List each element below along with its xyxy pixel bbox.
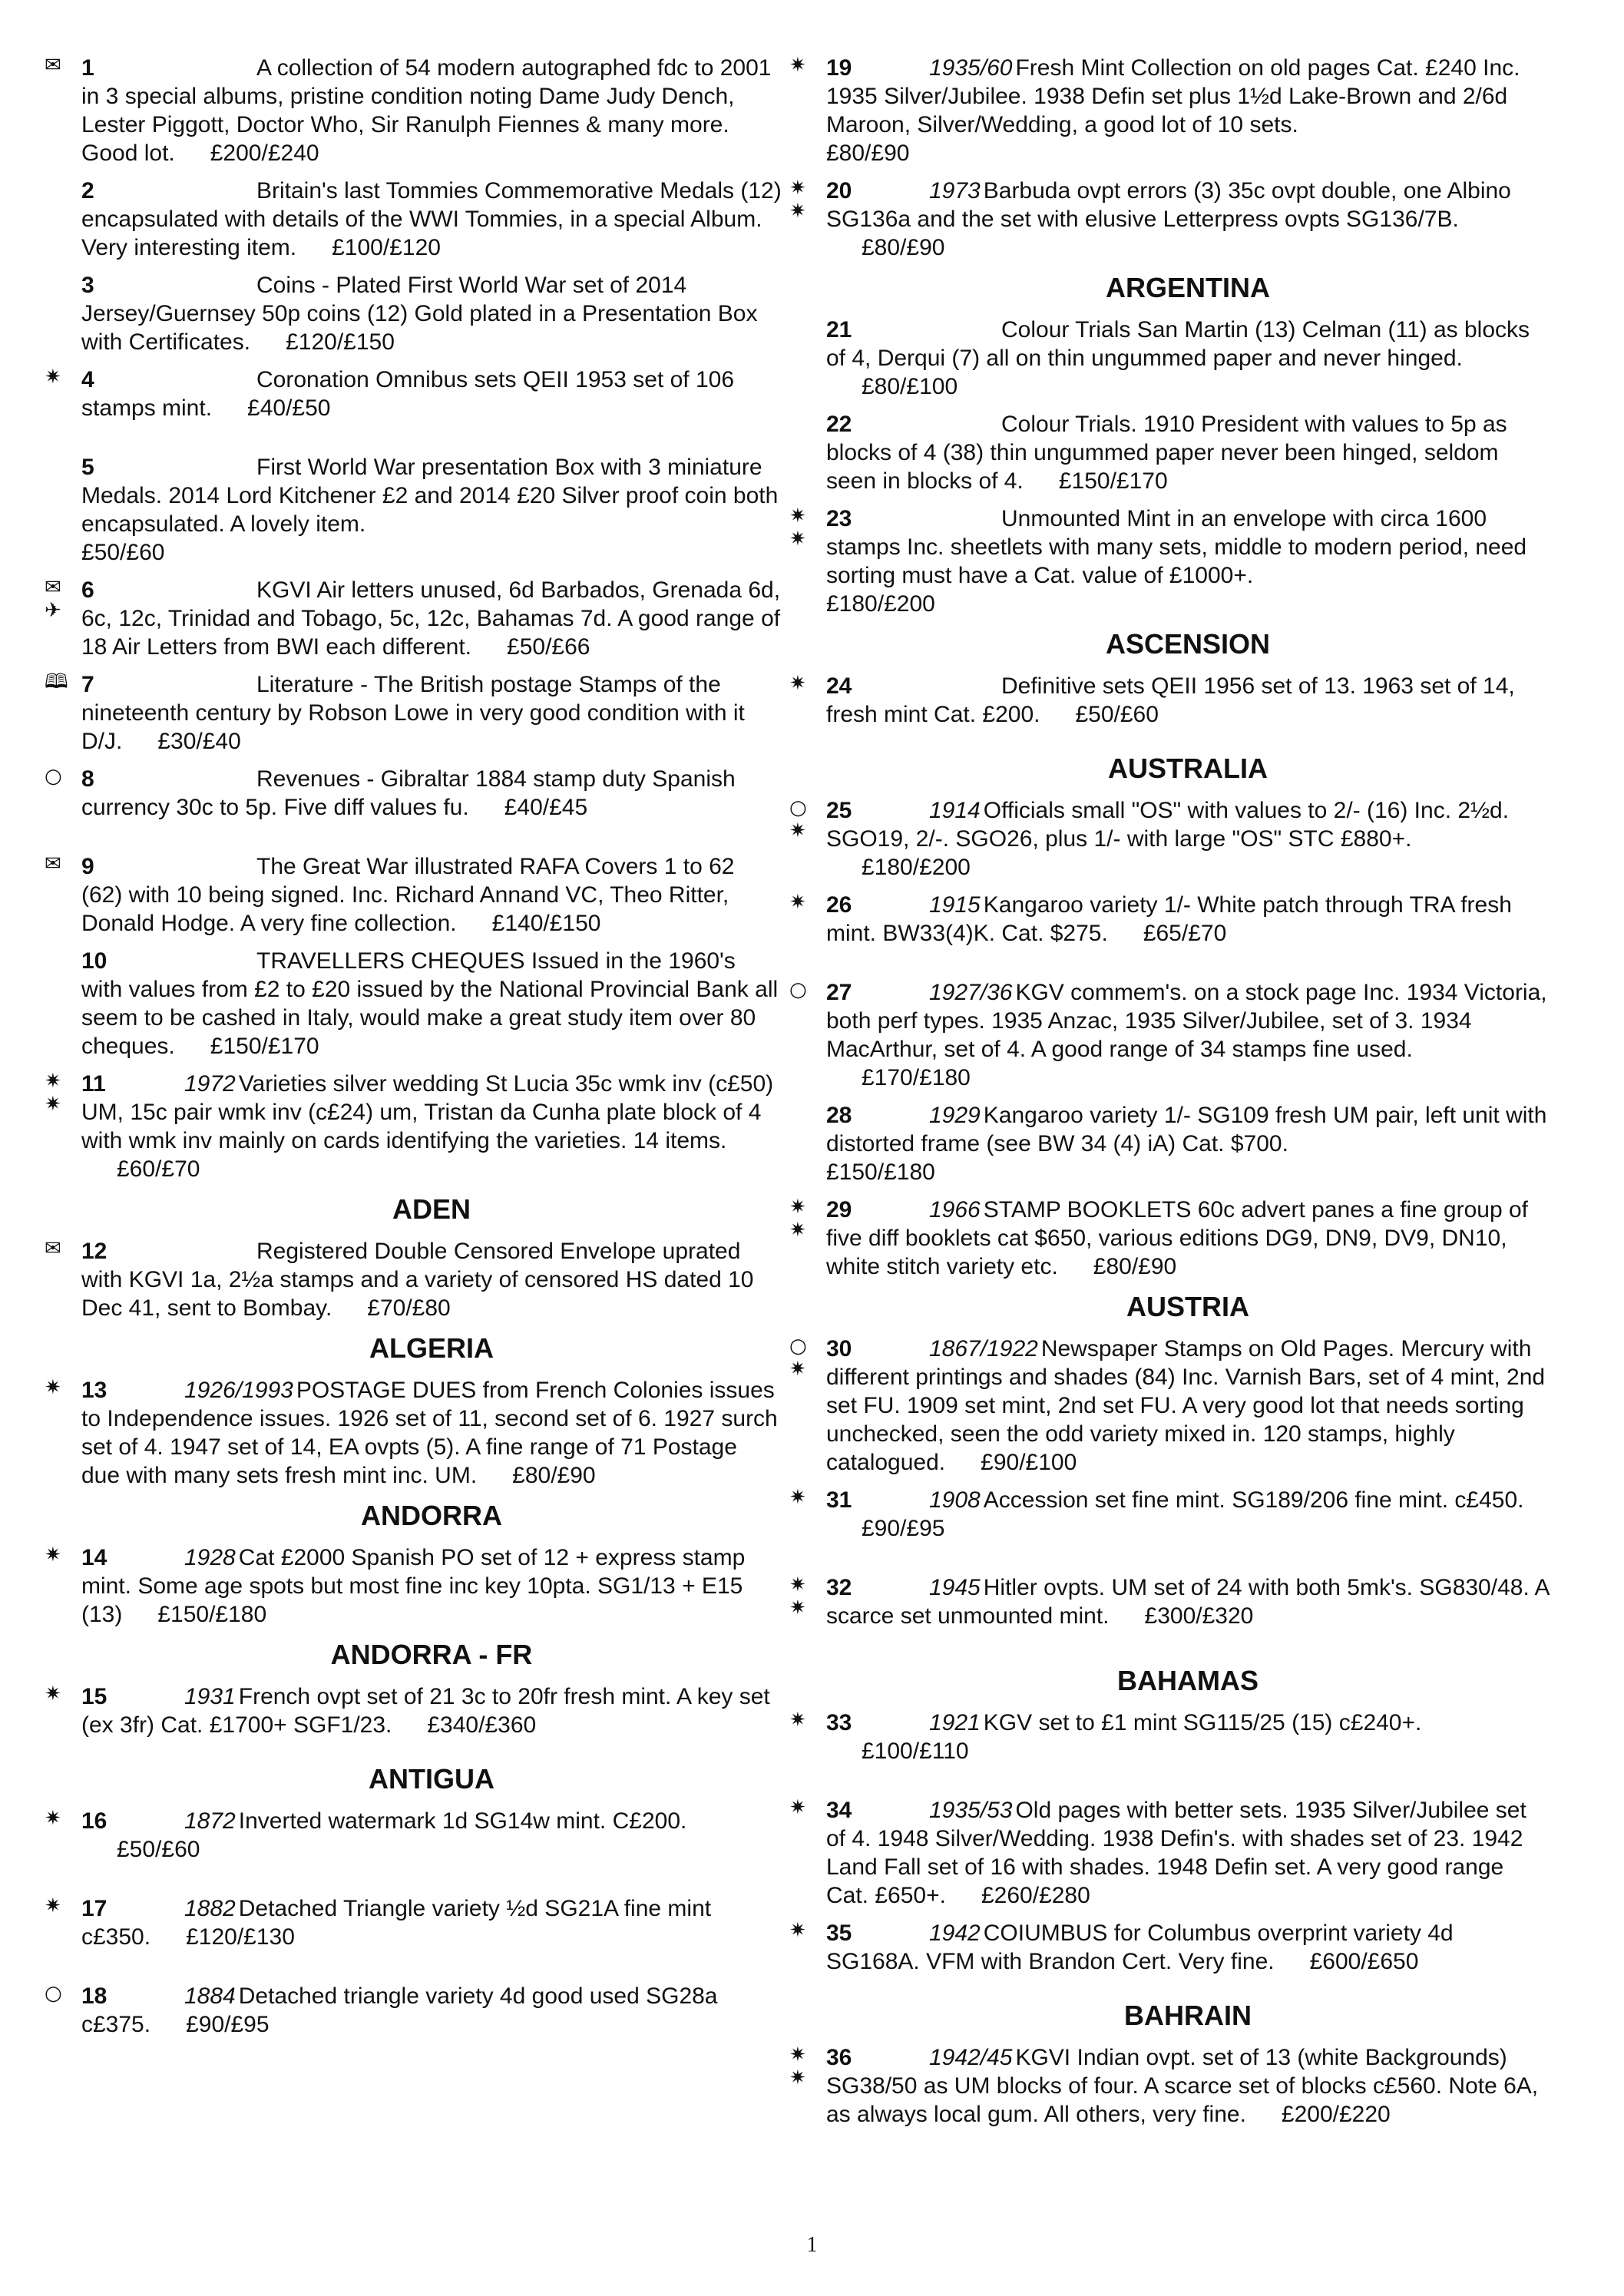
- lot-description: KGV set to £1 mint SG115/25 (15) c£240+.: [983, 1710, 1422, 1735]
- lot-estimate: £70/£80: [367, 1295, 451, 1321]
- mint-icon: ✷: [789, 1573, 806, 1596]
- lot-estimate: £100/£120: [332, 235, 441, 260]
- mint-icon: ✷: [789, 1358, 806, 1381]
- lot-estimate: £40/£45: [504, 795, 588, 820]
- mint-icon: ✷: [789, 1709, 806, 1732]
- spacer: [789, 957, 1550, 978]
- lot-number: 17: [81, 1896, 107, 1921]
- used-icon: ○: [789, 978, 807, 1001]
- lot-estimate: £150/£170: [210, 1034, 319, 1059]
- left-column: [45, 54, 782, 2048]
- lot-icons: [789, 1573, 820, 1619]
- lot-entry: [45, 453, 782, 567]
- mint-icon: ✷: [789, 1596, 806, 1619]
- lot-description: Cat £2000 Spanish PO set of 12 + express stamp mint. Some age spots but most fine inc key 10pta. SG1/13 + E15 (13): [81, 1545, 746, 1627]
- lot-year: 1867/1922: [929, 1336, 1038, 1361]
- lot-description: Registered Double Censored Envelope uprated with KGVI 1a, 2½a stamps and a variety of censored HS dated 10 Dec 41, sent to Bombay.: [81, 1239, 754, 1321]
- country-heading: AUSTRALIA: [1108, 753, 1268, 784]
- lot-number: 28: [826, 1103, 852, 1128]
- lot-estimate: £50/£60: [1075, 702, 1159, 727]
- country-heading: ASCENSION: [1105, 628, 1271, 660]
- lot-number: 34: [826, 1798, 852, 1823]
- lot-number: 21: [826, 317, 852, 342]
- lot-estimate: £180/£200: [862, 855, 971, 880]
- spacer: [789, 1985, 1550, 1996]
- lot-entry: [45, 1894, 782, 1951]
- lot-number: 26: [826, 892, 852, 918]
- lot-icons: [45, 1070, 75, 1116]
- lot-description: Old pages with better sets. 1935 Silver/Jubilee set of 4. 1948 Silver/Wedding. 1938 Defin's. with shades set of 23. 1942 Land Fall set of 16 with shades. 1948 Defin set. A very good range Cat. £650+.: [826, 1798, 1526, 1908]
- lot-year: 1935/60: [929, 55, 1013, 81]
- used-icon: ○: [45, 765, 62, 788]
- lot-entry: [789, 177, 1550, 262]
- lot-estimate: £90/£95: [186, 2012, 270, 2037]
- lot-entry: [789, 1709, 1550, 1765]
- lot-icons: [789, 505, 820, 551]
- lot-icons: [789, 177, 820, 223]
- lot-description: Newspaper Stamps on Old Pages. Mercury with different printings and shades (84) Inc. Varnish Bars, set of 4 mint, 2nd set FU. 1909 set mint, 2nd set FU. A very good lot that needs sorting unchecked, seen the odd variety mixed in. 120 stamps, highly catalogued.: [826, 1336, 1546, 1475]
- spacer: [45, 1748, 782, 1759]
- lot-description: Accession set fine mint. SG189/206 fine mint. c£450.: [983, 1487, 1524, 1513]
- lot-year: 1942: [929, 1921, 981, 1946]
- lot-icons: [45, 1682, 75, 1705]
- lot-estimate: £150/£180: [826, 1160, 935, 1185]
- lot-description: KGVI Indian ovpt. set of 13 (white Backgrounds) SG38/50 as UM blocks of four. A scarce set of blocks c£560. Note 6A, as always local gum. All others, very fine.: [826, 2045, 1539, 2127]
- lot-estimate: £50/£60: [81, 540, 165, 565]
- lot-entry: [45, 576, 782, 661]
- lot-icons: [45, 670, 75, 693]
- lot-number: 4: [81, 367, 94, 392]
- lot-estimate: £80/£100: [862, 374, 958, 399]
- lot-year: 1966: [929, 1197, 981, 1222]
- lot-description: Detached Triangle variety ½d SG21A fine mint c£350.: [81, 1896, 712, 1950]
- lot-estimate: £80/£90: [512, 1463, 596, 1488]
- lot-number: 8: [81, 766, 94, 792]
- lot-estimate: £65/£70: [1143, 921, 1227, 946]
- lot-icons: [45, 1982, 75, 2005]
- lot-description: Varieties silver wedding St Lucia 35c wmk inv (c£50) UM, 15c pair wmk inv (c£24) um, Tristan da Cunha plate block of 4 with wmk inv mainly on cards identifying the varieties. 14 items.: [81, 1071, 774, 1153]
- spacer: [45, 1960, 782, 1982]
- lot-number: 35: [826, 1921, 852, 1946]
- lot-year: 1972: [184, 1071, 236, 1097]
- lot-estimate: £80/£90: [1093, 1254, 1177, 1279]
- lot-year: 1929: [929, 1103, 981, 1128]
- mint-icon: ✷: [45, 1807, 61, 1830]
- airmail-icon: ✈: [45, 599, 61, 622]
- mint-icon: ✷: [789, 1919, 806, 1942]
- mint-icon: ✷: [789, 2043, 806, 2066]
- lot-entry: [789, 1196, 1550, 1281]
- mint-icon: ✷: [789, 1486, 806, 1509]
- lot-estimate: £120/£130: [186, 1924, 295, 1950]
- lot-number: 6: [81, 577, 94, 603]
- lot-number: 33: [826, 1710, 852, 1735]
- mint-icon: ✷: [789, 1196, 806, 1219]
- lot-description: A collection of 54 modern autographed fdc to 2001 in 3 special albums, pristine condition noting Dame Judy Dench, Lester Piggott, Doctor Who, Sir Ranulph Fiennes & many more. Good lot.: [81, 55, 772, 166]
- lot-number: 31: [826, 1487, 852, 1513]
- lot-year: 1882: [184, 1896, 236, 1921]
- mint-icon: ✷: [45, 366, 61, 389]
- lot-description: Literature - The British postage Stamps of the nineteenth century by Robson Lowe in very good condition with it D/J.: [81, 672, 745, 754]
- lot-icons: [789, 2043, 820, 2089]
- lot-estimate: £200/£220: [1281, 2102, 1391, 2127]
- lot-estimate: £30/£40: [157, 729, 241, 754]
- lot-estimate: £140/£150: [491, 911, 601, 936]
- mint-icon: ✷: [45, 1376, 61, 1399]
- lot-number: 15: [81, 1684, 107, 1709]
- lot-number: 9: [81, 854, 94, 879]
- lot-entry: [45, 765, 782, 822]
- lot-icons: [45, 1237, 75, 1260]
- lot-entry: [789, 672, 1550, 729]
- country-heading: ALGERIA: [369, 1332, 494, 1364]
- lot-estimate: £200/£240: [210, 141, 319, 166]
- spacer: [789, 1639, 1550, 1661]
- lot-icons: [789, 1796, 820, 1819]
- lot-description: The Great War illustrated RAFA Covers 1 to 62 (62) with 10 being signed. Inc. Richard Annand VC, Theo Ritter, Donald Hodge. A very fine collection.: [81, 854, 735, 936]
- lot-year: 1908: [929, 1487, 981, 1513]
- lot-number: 12: [81, 1239, 107, 1264]
- lot-year: 1945: [929, 1575, 981, 1600]
- lot-description: Kangaroo variety 1/- White patch through TRA fresh mint. BW33(4)K. Cat. $275.: [826, 892, 1512, 946]
- lot-icons: [789, 1335, 820, 1381]
- lot-year: 1928: [184, 1545, 236, 1570]
- lot-entry: [789, 1486, 1550, 1543]
- mint-icon: ✷: [789, 528, 806, 551]
- lot-entry: [45, 1237, 782, 1322]
- lot-entry: [45, 947, 782, 1060]
- lot-number: 19: [826, 55, 852, 81]
- lot-description: Hitler ovpts. UM set of 24 with both 5mk's. SG830/48. A scarce set unmounted mint.: [826, 1575, 1549, 1629]
- lot-description: Inverted watermark 1d SG14w mint. C£200.: [238, 1808, 687, 1834]
- lot-number: 25: [826, 798, 852, 823]
- lot-icons: [45, 1543, 75, 1567]
- lot-entry: [789, 54, 1550, 167]
- lot-description: Definitive sets QEII 1956 set of 13. 1963 set of 14, fresh mint Cat. £200.: [826, 673, 1515, 727]
- lot-entry: [45, 670, 782, 756]
- lot-year: 1884: [184, 1983, 236, 2009]
- lot-entry: [789, 505, 1550, 618]
- lot-description: Britain's last Tommies Commemorative Medals (12) encapsulated with details of the WWI Tommies, in a special Album. Very interesting item.: [81, 178, 782, 260]
- lot-entry: [789, 1573, 1550, 1630]
- lot-year: 1927/36: [929, 980, 1013, 1005]
- lot-description: Coins - Plated First World War set of 2014 Jersey/Guernsey 50p coins (12) Gold plated in a Presentation Box with Certificates.: [81, 273, 758, 355]
- lot-icons: [789, 1709, 820, 1732]
- lot-description: COIUMBUS for Columbus overprint variety 4d SG168A. VFM with Brandon Cert. Very fine.: [826, 1921, 1454, 1974]
- country-heading: ARGENTINA: [1106, 272, 1270, 303]
- country-heading: ANDORRA: [361, 1500, 502, 1531]
- lot-entry: [789, 1796, 1550, 1910]
- lot-estimate: £340/£360: [427, 1712, 537, 1738]
- lot-year: 1931: [184, 1684, 236, 1709]
- envelope-icon: ✉: [45, 852, 61, 875]
- lot-number: 29: [826, 1197, 852, 1222]
- lot-description: Colour Trials. 1910 President with values to 5p as blocks of 4 (38) thin ungummed paper never been hinged, seldom seen in blocks of 4.: [826, 412, 1507, 494]
- lot-entry: [789, 1919, 1550, 1976]
- lot-number: 7: [81, 672, 94, 697]
- country-heading: ANTIGUA: [369, 1763, 494, 1795]
- spacer: [789, 1552, 1550, 1573]
- country-heading: ANDORRA - FR: [330, 1639, 533, 1670]
- mint-icon: ✷: [789, 505, 806, 528]
- envelope-icon: ✉: [45, 576, 61, 599]
- country-heading: BAHRAIN: [1124, 2000, 1252, 2031]
- lot-number: 5: [81, 455, 94, 480]
- lot-icons: [45, 852, 75, 875]
- lot-description: Revenues - Gibraltar 1884 stamp duty Spanish currency 30c to 5p. Five diff values fu.: [81, 766, 736, 820]
- lot-estimate: £60/£70: [117, 1156, 200, 1182]
- lot-icons: [45, 54, 75, 77]
- lot-estimate: £180/£200: [826, 591, 935, 617]
- mint-icon: ✷: [45, 1682, 61, 1705]
- lot-estimate: £120/£150: [286, 329, 395, 355]
- used-icon: ○: [45, 1982, 62, 2005]
- lot-description: French ovpt set of 21 3c to 20fr fresh mint. A key set (ex 3fr) Cat. £1700+ SGF1/23.: [81, 1684, 770, 1738]
- lot-description: POSTAGE DUES from French Colonies issues to Independence issues. 1926 set of 11, second set of 6. 1927 surch set of 4. 1947 set of 14, EA ovpts (5). A fine range of 71 Postage due with many sets fresh mint inc. UM.: [81, 1378, 778, 1488]
- lot-entry: [789, 410, 1550, 495]
- country-heading: AUSTRIA: [1126, 1291, 1249, 1322]
- lot-description: Barbuda ovpt errors (3) 35c ovpt double, one Albino SG136a and the set with elusive Letterpress ovpts SG136/7B.: [826, 178, 1511, 232]
- lot-entry: [789, 978, 1550, 1092]
- lot-entry: [45, 1376, 782, 1490]
- lot-entry: [45, 1070, 782, 1183]
- mint-icon: ✷: [789, 672, 806, 695]
- lot-estimate: £150/£180: [157, 1602, 267, 1627]
- lot-number: 2: [81, 178, 94, 203]
- lot-entry: [45, 366, 782, 422]
- mint-icon: ✷: [789, 177, 806, 200]
- lot-description: Detached triangle variety 4d good used SG28a c£375.: [81, 1983, 718, 2037]
- lot-year: 1915: [929, 892, 981, 918]
- lot-entry: [789, 891, 1550, 948]
- lot-number: 3: [81, 273, 94, 298]
- lot-estimate: £600/£650: [1309, 1949, 1419, 1974]
- lot-icons: [789, 891, 820, 914]
- lot-entry: [45, 1982, 782, 2039]
- lot-entry: [789, 796, 1550, 882]
- lot-estimate: £300/£320: [1144, 1603, 1254, 1629]
- lot-description: Unmounted Mint in an envelope with circa 1600 stamps Inc. sheetlets with many sets, middle to modern period, need sorting must have a Cat. value of £1000+.: [826, 506, 1527, 588]
- lot-description: Coronation Omnibus sets QEII 1953 set of 106 stamps mint.: [81, 367, 735, 421]
- lot-number: 23: [826, 506, 852, 531]
- lot-year: 1914: [929, 798, 981, 823]
- lot-number: 16: [81, 1808, 107, 1834]
- lot-entry: [45, 271, 782, 356]
- lot-number: 20: [826, 178, 852, 203]
- lot-icons: [45, 765, 75, 788]
- lot-entry: [45, 1807, 782, 1864]
- lot-number: 27: [826, 980, 852, 1005]
- lot-number: 30: [826, 1336, 852, 1361]
- lot-number: 18: [81, 1983, 107, 2009]
- lot-icons: [45, 1376, 75, 1399]
- lot-number: 36: [826, 2045, 852, 2070]
- lot-estimate: £50/£60: [117, 1837, 200, 1862]
- lot-entry: [789, 2043, 1550, 2129]
- lot-icons: [789, 978, 820, 1001]
- mint-icon: ✷: [45, 1093, 61, 1116]
- lot-icons: [789, 672, 820, 695]
- mint-icon: ✷: [45, 1894, 61, 1917]
- mint-icon: ✷: [789, 1219, 806, 1242]
- lot-year: 1973: [929, 178, 981, 203]
- lot-description: Colour Trials San Martin (13) Celman (11) as blocks of 4, Derqui (7) all on thin ungummed paper and never hinged.: [826, 317, 1530, 371]
- lot-entry: [45, 54, 782, 167]
- page-number: 1: [806, 2233, 818, 2257]
- right-column: [789, 54, 1550, 2138]
- lot-description: Officials small "OS" with values to 2/- (16) Inc. 2½d. SGO19, 2/-. SGO26, plus 1/- with large "OS" STC £880+.: [826, 798, 1510, 852]
- used-icon: ○: [789, 796, 807, 819]
- lot-year: 1935/53: [929, 1798, 1013, 1823]
- lot-year: 1872: [184, 1808, 236, 1834]
- lot-year: 1921: [929, 1710, 981, 1735]
- mint-icon: ✷: [45, 1543, 61, 1567]
- lot-entry: [789, 316, 1550, 401]
- lot-icons: [45, 1807, 75, 1830]
- lot-year: 1926/1993: [184, 1378, 293, 1403]
- mint-icon: ✷: [789, 54, 806, 77]
- lot-entry: [789, 1335, 1550, 1477]
- lot-number: 22: [826, 412, 852, 437]
- lot-estimate: £80/£90: [862, 235, 945, 260]
- lot-icons: [789, 1919, 820, 1942]
- mint-icon: ✷: [789, 1796, 806, 1819]
- lot-description: KGV commem's. on a stock page Inc. 1934 Victoria, both perf types. 1935 Anzac, 1935 Silver/Jubilee, set of 3. 1934 MacArthur, set of 4. A good range of 34 stamps fine used.: [826, 980, 1547, 1062]
- lot-number: 24: [826, 673, 852, 699]
- spacer: [45, 432, 782, 453]
- lot-number: 11: [81, 1071, 106, 1097]
- lot-icons: [45, 366, 75, 389]
- lot-number: 10: [81, 948, 107, 974]
- lot-entry: [45, 1543, 782, 1629]
- lot-estimate: £80/£90: [826, 141, 910, 166]
- lot-estimate: £170/£180: [862, 1065, 971, 1090]
- lot-number: 13: [81, 1378, 107, 1403]
- lot-icons: [45, 576, 75, 622]
- lot-estimate: £40/£50: [247, 395, 331, 421]
- spacer: [45, 1873, 782, 1894]
- lot-icons: [789, 54, 820, 77]
- lot-number: 1: [81, 55, 94, 81]
- lot-number: 14: [81, 1545, 107, 1570]
- mint-icon: ✷: [45, 1070, 61, 1093]
- lot-icons: [45, 1894, 75, 1917]
- lot-description: TRAVELLERS CHEQUES Issued in the 1960's with values from £2 to £20 issued by the National Provincial Bank all seem to be cashed in Italy, would make a great study item over 80 cheques.: [81, 948, 779, 1059]
- lot-estimate: £90/£95: [862, 1516, 945, 1541]
- lot-estimate: £150/£170: [1058, 468, 1168, 494]
- lot-estimate: £50/£66: [507, 634, 590, 660]
- mint-icon: ✷: [789, 200, 806, 223]
- book-icon: 🕮: [45, 670, 68, 693]
- envelope-icon: ✉: [45, 54, 61, 77]
- lot-entry: [45, 852, 782, 938]
- lot-description: STAMP BOOKLETS 60c advert panes a fine group of five diff booklets cat $650, various editions DG9, DN9, DV9, DN10, white stitch variety etc.: [826, 1197, 1529, 1279]
- lot-estimate: £260/£280: [981, 1883, 1090, 1908]
- lot-entry: [789, 1101, 1550, 1186]
- lot-entry: [45, 1682, 782, 1739]
- mint-icon: ✷: [789, 891, 806, 914]
- lot-description: Kangaroo variety 1/- SG109 fresh UM pair, left unit with distorted frame (see BW 34 (4) iA) Cat. $700.: [826, 1103, 1547, 1156]
- lot-year: 1942/45: [929, 2045, 1013, 2070]
- lot-icons: [789, 1486, 820, 1509]
- spacer: [789, 738, 1550, 749]
- lot-number: 32: [826, 1575, 852, 1600]
- lot-description: First World War presentation Box with 3 miniature Medals. 2014 Lord Kitchener £2 and 2014 £20 Silver proof coin both encapsulated. A lovely item.: [81, 455, 779, 537]
- lot-description: KGVI Air letters unused, 6d Barbados, Grenada 6d, 6c, 12c, Trinidad and Tobago, 5c, 12c, Bahamas 7d. A good range of 18 Air Letters from BWI each different.: [81, 577, 781, 660]
- country-heading: BAHAMAS: [1117, 1665, 1259, 1696]
- lot-icons: [789, 1196, 820, 1242]
- country-heading: ADEN: [392, 1193, 471, 1225]
- envelope-icon: ✉: [45, 1237, 61, 1260]
- mint-icon: ✷: [789, 2066, 806, 2089]
- lot-description: Fresh Mint Collection on old pages Cat. £240 Inc. 1935 Silver/Jubilee. 1938 Defin set plus 1½d Lake-Brown and 2/6d Maroon, Silver/Wedding, a good lot of 10 sets.: [826, 55, 1520, 137]
- lot-entry: [45, 177, 782, 262]
- lot-icons: [789, 796, 820, 842]
- spacer: [789, 1775, 1550, 1796]
- lot-estimate: £100/£110: [862, 1739, 969, 1764]
- mint-icon: ✷: [789, 819, 806, 842]
- used-icon: ○: [789, 1335, 807, 1358]
- lot-estimate: £90/£100: [981, 1450, 1077, 1475]
- spacer: [45, 831, 782, 852]
